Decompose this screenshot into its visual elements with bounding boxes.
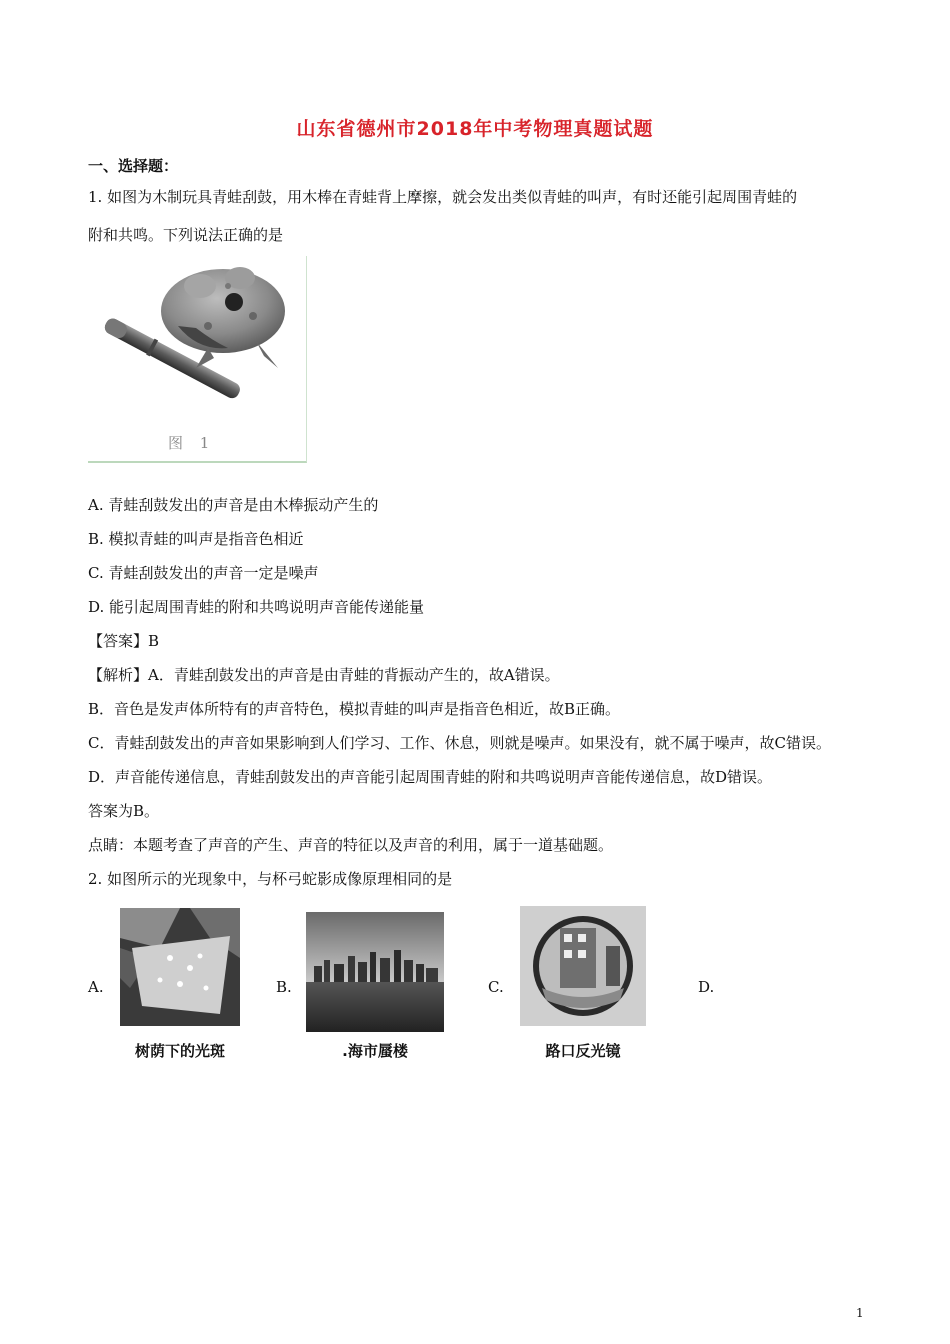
q1-stem-line-2: 附和共鸣。下列说法正确的是 bbox=[88, 226, 284, 244]
tree-shade-light-spots-image bbox=[120, 908, 240, 1026]
q1-option-a: A. 青蛙刮鼓发出的声音是由木棒振动产生的 bbox=[88, 496, 379, 514]
q2-option-b-label: B. bbox=[276, 978, 292, 996]
figure-caption: 图 1 bbox=[168, 434, 216, 452]
q2-stem: 2. 如图所示的光现象中，与杯弓蛇影成像原理相同的是 bbox=[88, 870, 453, 888]
page-title: 山东省德州市2018年中考物理真题试题 bbox=[296, 118, 654, 140]
q1-option-b: B. 模拟青蛙的叫声是指音色相近 bbox=[88, 530, 304, 548]
q2-option-a-caption: 树荫下的光斑 bbox=[134, 1042, 225, 1060]
q1-analysis-line-1: 【解析】A．青蛙刮鼓发出的声音是由青蛙的背振动产生的，故A错误。 bbox=[88, 666, 560, 684]
q1-analysis-line-3: C．青蛙刮鼓发出的声音如果影响到人们学习、工作、休息，则就是噪声。如果没有，就不属于噪声，故C错误。 bbox=[88, 734, 831, 752]
q1-final-answer: 答案为B。 bbox=[88, 802, 160, 820]
section-heading: 一、选择题： bbox=[88, 157, 179, 175]
q1-analysis-line-4: D．声音能传递信息，青蛙刮鼓发出的声音能引起周围青蛙的附和共鸣说明声音能传递信息，故D错误。 bbox=[88, 768, 773, 786]
q2-option-d-label: D. bbox=[698, 978, 715, 996]
convex-mirror-image bbox=[520, 906, 646, 1026]
q1-option-d: D. 能引起周围青蛙的附和共鸣说明声音能传递能量 bbox=[88, 598, 425, 616]
q1-option-c: C. 青蛙刮鼓发出的声音一定是噪声 bbox=[88, 564, 319, 582]
q1-stem-line-1: 1. 如图为木制玩具青蛙刮鼓，用木棒在青蛙背上摩擦，就会发出类似青蛙的叫声，有时还能引起周围青蛙的 bbox=[88, 188, 798, 206]
mirage-image bbox=[306, 912, 444, 1032]
q1-answer: 【答案】B bbox=[88, 632, 160, 650]
q2-option-c-caption: 路口反光镜 bbox=[545, 1042, 621, 1060]
frog-guiro-illustration bbox=[88, 256, 306, 426]
q2-option-b-caption: .海市蜃楼 bbox=[342, 1042, 408, 1060]
q2-option-a-label: A. bbox=[88, 978, 104, 996]
frog-guiro-figure bbox=[88, 256, 307, 463]
q1-comment: 点睛：本题考查了声音的产生、声音的特征以及声音的利用，属于一道基础题。 bbox=[88, 836, 614, 854]
page-number: 1 bbox=[856, 1306, 864, 1320]
q2-option-c-label: C. bbox=[488, 978, 504, 996]
q1-analysis-line-2: B．音色是发声体所特有的声音特色，模拟青蛙的叫声是指音色相近，故B正确。 bbox=[88, 700, 621, 718]
